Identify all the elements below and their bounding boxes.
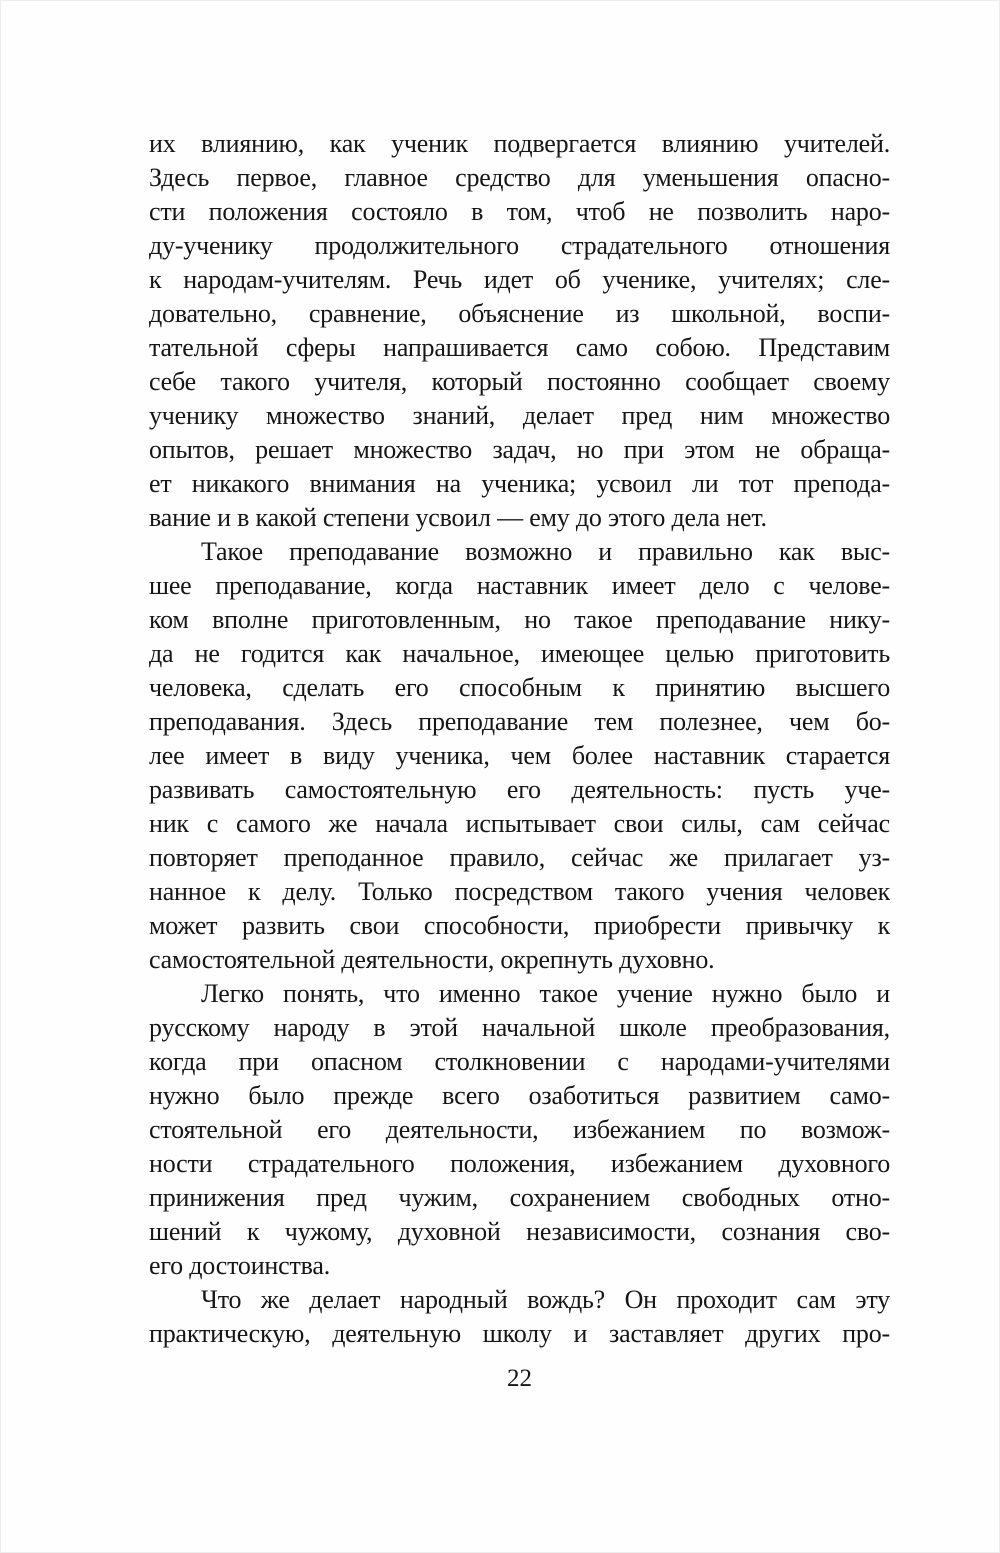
text-line: шений к чужому, духовной независимости, сознания сво- xyxy=(149,1217,890,1246)
text-line: может развить свои способности, приобрести привычку к xyxy=(149,911,890,940)
paragraph xyxy=(149,977,890,1283)
text-line: нужно было прежде всего озаботиться развитием само- xyxy=(149,1081,890,1110)
text-line: к народам-учителям. Речь идет об ученике, учителях; сле- xyxy=(149,265,890,294)
text-line: его достоинства. xyxy=(149,1251,330,1280)
text-line: преподавания. Здесь преподавание тем полезнее, чем бо- xyxy=(149,707,890,736)
text-line: когда при опасном столкновении с народами-учителями xyxy=(149,1047,890,1076)
text-line: ду-ученику продолжительного страдательного отношения xyxy=(149,231,890,260)
text-line: да не годится как начальное, имеющее целью приготовить xyxy=(149,639,890,668)
text-line: ученику множество знаний, делает пред ним множество xyxy=(149,401,890,430)
text-line: стоятельной его деятельности, избежанием по возмож- xyxy=(149,1115,890,1144)
text-line: практическую, деятельную школу и заставляет других про- xyxy=(149,1319,890,1348)
text-line: их влиянию, как ученик подвергается влиянию учителей. xyxy=(149,129,890,158)
text-line: вание и в какой степени усвоил — ему до этого дела нет. xyxy=(149,503,767,532)
text-line: ности страдательного положения, избежанием духовного xyxy=(149,1149,890,1178)
text-line: принижения пред чужим, сохранением свободных отно- xyxy=(149,1183,890,1212)
text-line: ник с самого же начала испытывает свои силы, сам сейчас xyxy=(149,809,890,838)
text-line: человека, сделать его способным к принятию высшего xyxy=(149,673,890,702)
text-line: самостоятельной деятельности, окрепнуть духовно. xyxy=(149,945,715,974)
text-line: сти положения состояло в том, чтоб не позволить наро- xyxy=(149,197,890,226)
text-line: опытов, решает множество задач, но при этом не обраща- xyxy=(149,435,890,464)
text-block xyxy=(149,127,890,1351)
text-line: тательной сферы напрашивается само собою. Представим xyxy=(149,333,890,362)
text-line: нанное к делу. Только посредством такого учения человек xyxy=(149,877,890,906)
text-line: довательно, сравнение, объяснение из школьной, воспи- xyxy=(149,299,890,328)
text-line: развивать самостоятельную его деятельность: пусть уче- xyxy=(149,775,890,804)
text-line: себе такого учителя, который постоянно сообщает своему xyxy=(149,367,890,396)
paragraph xyxy=(149,127,890,535)
text-line: Такое преподавание возможно и правильно как выс- xyxy=(201,537,890,566)
text-line: Легко понять, что именно такое учение нужно было и xyxy=(201,979,890,1008)
text-line: Что же делает народный вождь? Он проходит сам эту xyxy=(201,1285,890,1314)
paragraph xyxy=(149,535,890,977)
text-line: шее преподавание, когда наставник имеет дело с челове- xyxy=(149,571,890,600)
text-line: русскому народу в этой начальной школе преобразования, xyxy=(149,1013,890,1042)
text-line: ет никакого внимания на ученика; усвоил ли тот препода- xyxy=(149,469,890,498)
text-line: повторяет преподанное правило, сейчас же прилагает уз- xyxy=(149,843,890,872)
paragraph xyxy=(149,1283,890,1351)
text-line: лее имеет в виду ученика, чем более наставник старается xyxy=(149,741,890,770)
text-line: ком вполне приготовленным, но такое преподавание нику- xyxy=(149,605,890,634)
page-number: 22 xyxy=(507,1365,532,1392)
text-line: Здесь первое, главное средство для уменьшения опасно- xyxy=(149,163,890,192)
